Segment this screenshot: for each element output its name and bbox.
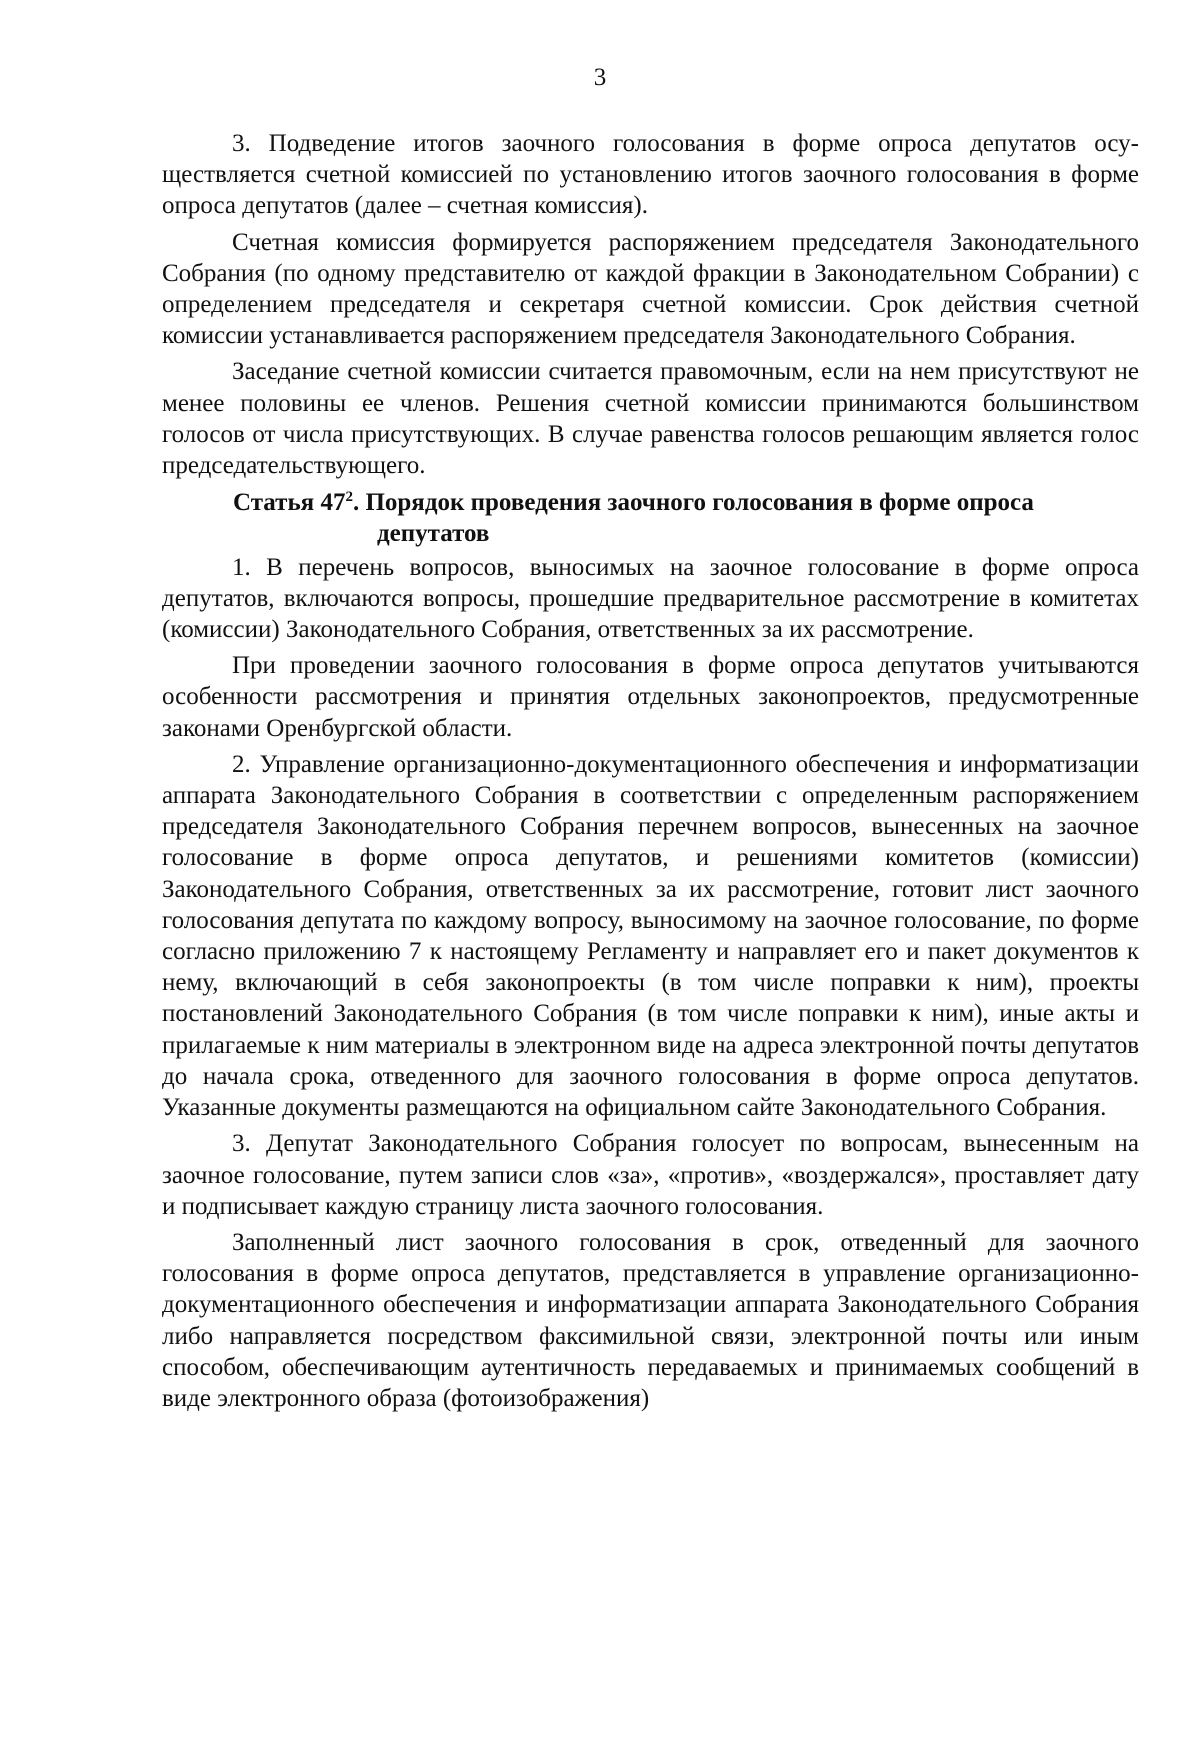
paragraph: При проведении заочного голосования в форме опроса депутатов учитываются особенности рассмотрения и принятия отдельных законопроектов, предусмотренные законами Оренбургской области. — [162, 652, 1139, 742]
paragraph: 3. Депутат Законодательного Собрания голосует по вопросам, вынесенным на заочное голосование, путем записи слов «за», «против», «воздержался», проставляет дату и подписывает каждую страницу листа заочного голосования. — [162, 1130, 1139, 1220]
paragraph: 3. Подведение итогов заочного голосования в форме опроса депутатов осуществляется счетной комиссией по установлению итогов заочного голосования в форме опроса депутатов (далее – счетная комиссия). — [162, 130, 1139, 220]
article-heading-prefix: Статья 47 — [233, 489, 346, 517]
article-heading-title: . Порядок проведения заочного голосования в форме опроса депутатов — [352, 489, 1034, 548]
paragraph: 2. Управление организационно-документационного обеспечения и информатизации аппарата Законодательного Собрания в соответствии с определенным распоряжением председателя Законодательного Собрания перечнем вопросов, вынесенных на заочное голосование в форме опроса депутатов, и решениями комитетов (комиссии) Законодательного Собрания, ответственных за их рассмотрение, готовит лист заочного голосования депутата по каждому вопросу, выносимому на заочное голосование, по форме согласно приложению 7 к настоящему Регламенту и направляет его и пакет документов к нему, включающий в себя законопроекты (в том числе поправки к ним), проекты постановлений Законодательного Собрания (в том числе поправки к ним), иные акты и прилагаемые к ним материалы в электронном виде на адреса электронной почты депутатов до начала срока, отведенного для заочного голосования в форме опроса депутатов. Указанные документы размещаются на официальном сайте Законодательного Собрания. — [162, 750, 1139, 1122]
article-heading — [162, 487, 1139, 549]
paragraph: Заседание счетной комиссии считается правомочным, если на нем присутствуют не менее половины ее членов. Решения счетной комиссии принимаются большинством голосов от числа присутствующих. В случае равенства голосов решающим является голос председательствующего. — [162, 358, 1139, 480]
paragraph: 1. В перечень вопросов, выносимых на заочное голосование в форме опроса депутатов, включаются вопросы, прошедшие предварительное рассмотрение в комитетах (комиссии) Законодательного Собрания, ответственных за их рассмотрение. — [162, 553, 1139, 644]
document-body — [162, 128, 1139, 1414]
page-number: 3 — [593, 64, 607, 91]
paragraph: Заполненный лист заочного голосования в срок, отведенный для заочного голосования в форме опроса депутатов, представляется в управление организационно-документационного обеспечения и информатизации аппарата Законодательного Собрания либо направляется посредством факсимильной связи, электронной почты или иным способом, обеспечивающим аутентичность передаваемых и принимаемых сообщений в виде электронного образа (фотоизображения) — [162, 1228, 1139, 1412]
paragraph: Счетная комиссия формируется распоряжением председателя Законодательного Собрания (по одному представителю от каждой фракции в Законодательном Собрании) с определением председателя и секретаря счетной комиссии. Срок действия счетной комиссии устанавливается распоряжением председателя Законодательного Собрания. — [162, 228, 1139, 350]
article-heading-superscript: 2 — [345, 489, 353, 506]
